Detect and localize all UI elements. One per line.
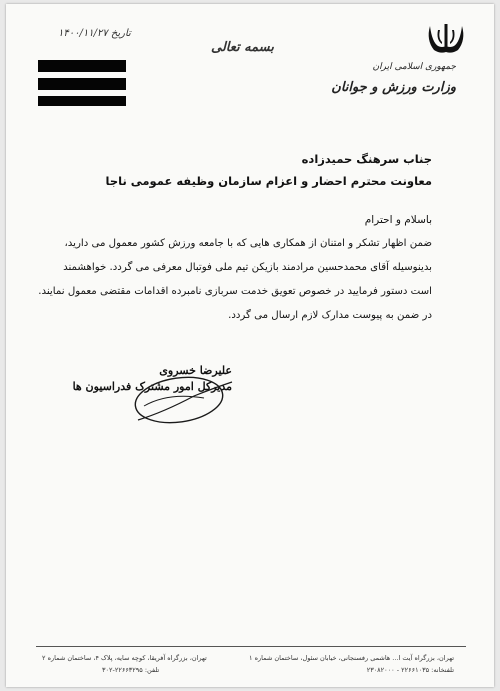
addressee-position: معاونت محترم احضار و اعزام سازمان وظیفه عمومی ناجا bbox=[105, 174, 432, 188]
footer-divider bbox=[36, 646, 466, 647]
footer-phone-right: تلفنخانه: ۲۲۶۶۱۰۳۵ - ۲۳۰۸۲۰۰۰ bbox=[366, 666, 454, 674]
basmala: بسمه تعالی bbox=[211, 40, 274, 55]
redaction-bar bbox=[38, 96, 126, 106]
redaction-bar bbox=[38, 78, 126, 90]
body-line: است دستور فرمایید در خصوص تعویق خدمت سربازی نامبرده اقدامات مقتضی معمول نمایند. bbox=[38, 286, 432, 297]
signatory-title: مدیرکل امور مشترک فدراسیون ها bbox=[72, 380, 232, 393]
body-line: در ضمن به پیوست مدارک لازم ارسال می گردد. bbox=[228, 310, 432, 321]
addressee-name: جناب سرهنگ حمیدزاده bbox=[301, 152, 432, 166]
letter-date: تاریخ ۱۴۰۰/۱۱/۲۷ bbox=[58, 28, 131, 39]
letter-page bbox=[6, 4, 494, 687]
greeting: باسلام و احترام bbox=[364, 214, 432, 226]
footer-address-right: تهران، بزرگراه آیت ا... هاشمی رفسنجانی، خیابان سئول، ساختمان شماره ۱ bbox=[249, 654, 454, 662]
footer-address-left: تهران، بزرگراه آفریقا، کوچه سایه، پلاک ۴، ساختمان شماره ۲ bbox=[42, 654, 207, 662]
footer-phone-left: تلفن: ۲۲۶۶۳۲۹۵-۳۰۲ bbox=[102, 666, 160, 674]
ministry-country-line: جمهوری اسلامی ایران bbox=[372, 62, 456, 72]
body-line: ضمن اظهار تشکر و امتنان از همکاری هایی که با جامعه ورزش کشور معمول می دارید، bbox=[64, 238, 432, 249]
signatory-name: علیرضا خسروی bbox=[159, 364, 232, 377]
signature-scribble-icon bbox=[124, 362, 244, 442]
body-line: بدینوسیله آقای محمدحسین مرادمند بازیکن تیم ملی فوتبال معرفی می گردد. خواهشمند bbox=[63, 262, 432, 273]
ministry-name: وزارت ورزش و جوانان bbox=[331, 80, 456, 95]
iran-emblem-icon bbox=[424, 22, 468, 58]
redaction-bar bbox=[38, 60, 126, 72]
